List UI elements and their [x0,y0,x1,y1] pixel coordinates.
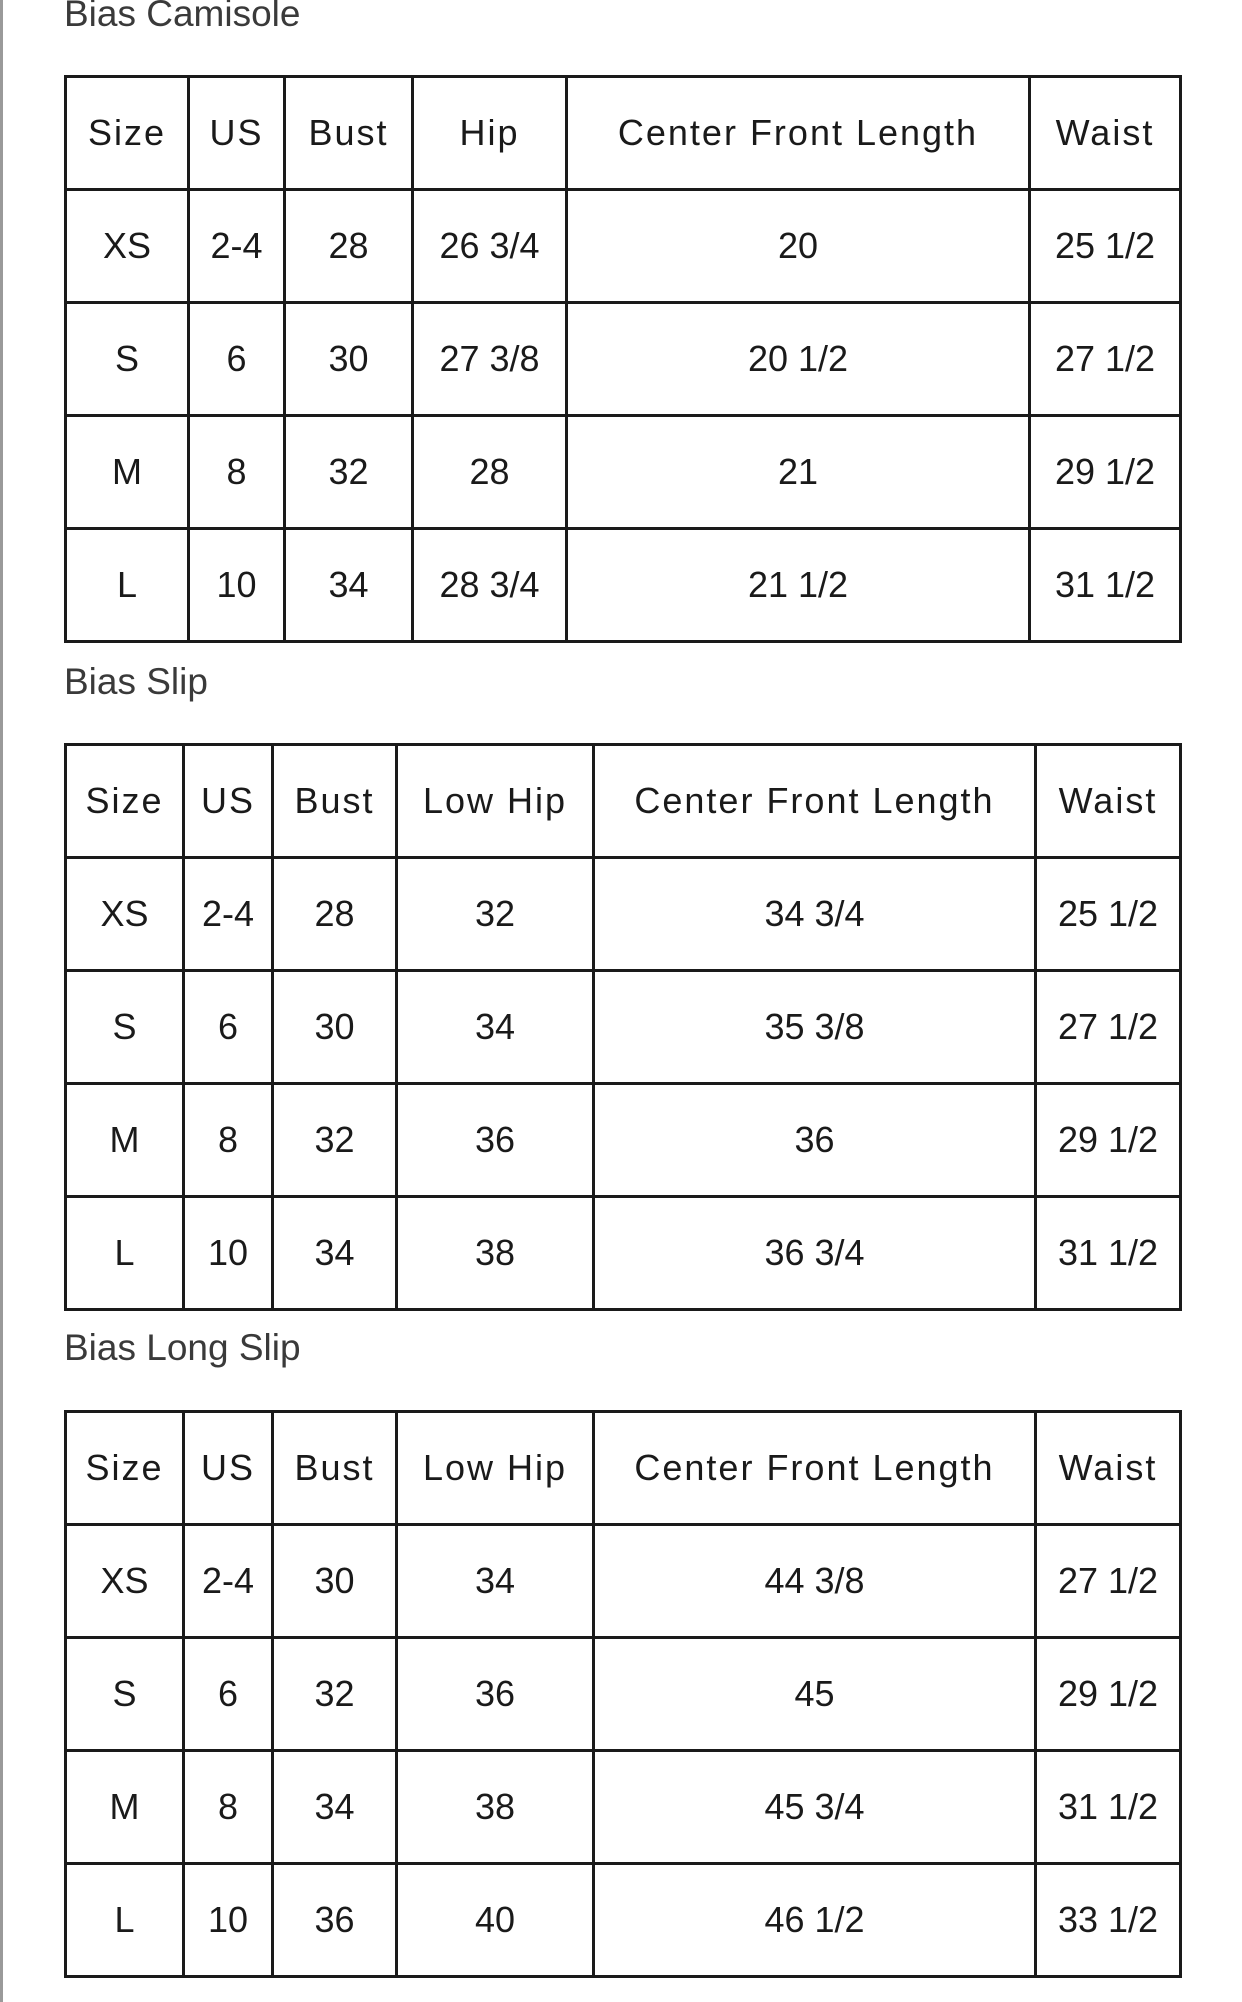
table-header-row [66,1412,1181,1525]
size-table [64,1410,1182,1978]
us-cell: 10 [189,529,285,642]
waist-cell: 27 1/2 [1036,1525,1181,1638]
table-row [66,1864,1181,1977]
waist-cell: 27 1/2 [1030,303,1181,416]
section-title: Bias Long Slip [64,1327,301,1368]
table-header-row [66,77,1181,190]
size-cell: XS [66,1525,184,1638]
hip-cell: 28 [413,416,567,529]
center-front-length-cell: 45 3/4 [594,1751,1036,1864]
table-row [66,1525,1181,1638]
column-header-center-front-length: Center Front Length [567,77,1030,190]
table-row [66,1197,1181,1310]
size-cell: S [66,1638,184,1751]
us-cell: 8 [189,416,285,529]
waist-cell: 29 1/2 [1036,1638,1181,1751]
size-cell: S [66,303,189,416]
table-row [66,1084,1181,1197]
table-row [66,971,1181,1084]
low-hip-cell: 34 [397,1525,594,1638]
waist-cell: 33 1/2 [1036,1864,1181,1977]
size-table [64,743,1182,1311]
column-header-hip: Hip [413,77,567,190]
table-row [66,303,1181,416]
center-front-length-cell: 20 1/2 [567,303,1030,416]
column-header-bust: Bust [285,77,413,190]
size-cell: XS [66,190,189,303]
waist-cell: 31 1/2 [1036,1197,1181,1310]
bust-cell: 36 [273,1864,397,1977]
column-header-us: US [189,77,285,190]
size-cell: L [66,1864,184,1977]
us-cell: 8 [184,1084,273,1197]
size-cell: L [66,1197,184,1310]
column-header-center-front-length: Center Front Length [594,1412,1036,1525]
table-row [66,190,1181,303]
bust-cell: 34 [273,1751,397,1864]
table-row [66,416,1181,529]
us-cell: 10 [184,1864,273,1977]
column-header-size: Size [66,745,184,858]
column-header-size: Size [66,1412,184,1525]
bust-cell: 28 [273,858,397,971]
bust-cell: 30 [273,1525,397,1638]
center-front-length-cell: 44 3/8 [594,1525,1036,1638]
waist-cell: 31 1/2 [1036,1751,1181,1864]
table-row [66,1638,1181,1751]
center-front-length-cell: 21 [567,416,1030,529]
size-table [64,75,1182,643]
us-cell: 6 [184,1638,273,1751]
waist-cell: 31 1/2 [1030,529,1181,642]
size-cell: M [66,1084,184,1197]
column-header-us: US [184,745,273,858]
bust-cell: 28 [285,190,413,303]
column-header-waist: Waist [1036,745,1181,858]
hip-cell: 27 3/8 [413,303,567,416]
table-row [66,529,1181,642]
low-hip-cell: 36 [397,1638,594,1751]
waist-cell: 29 1/2 [1036,1084,1181,1197]
waist-cell: 25 1/2 [1036,858,1181,971]
column-header-bust: Bust [273,745,397,858]
column-header-bust: Bust [273,1412,397,1525]
table-header-row [66,745,1181,858]
size-cell: M [66,1751,184,1864]
bust-cell: 30 [285,303,413,416]
section-title: Bias Camisole [64,0,301,34]
center-front-length-cell: 36 [594,1084,1036,1197]
size-cell: M [66,416,189,529]
us-cell: 2-4 [184,858,273,971]
column-header-waist: Waist [1030,77,1181,190]
us-cell: 10 [184,1197,273,1310]
column-header-low-hip: Low Hip [397,745,594,858]
section-title: Bias Slip [64,661,208,702]
column-header-us: US [184,1412,273,1525]
low-hip-cell: 34 [397,971,594,1084]
column-header-center-front-length: Center Front Length [594,745,1036,858]
table-row [66,858,1181,971]
bust-cell: 34 [285,529,413,642]
waist-cell: 29 1/2 [1030,416,1181,529]
bust-cell: 32 [273,1084,397,1197]
low-hip-cell: 40 [397,1864,594,1977]
size-cell: XS [66,858,184,971]
table-row [66,1751,1181,1864]
size-cell: L [66,529,189,642]
center-front-length-cell: 46 1/2 [594,1864,1036,1977]
center-front-length-cell: 35 3/8 [594,971,1036,1084]
column-header-low-hip: Low Hip [397,1412,594,1525]
column-header-waist: Waist [1036,1412,1181,1525]
bust-cell: 32 [285,416,413,529]
us-cell: 2-4 [189,190,285,303]
bust-cell: 32 [273,1638,397,1751]
low-hip-cell: 32 [397,858,594,971]
page-left-border [0,0,3,2002]
waist-cell: 27 1/2 [1036,971,1181,1084]
waist-cell: 25 1/2 [1030,190,1181,303]
low-hip-cell: 38 [397,1197,594,1310]
center-front-length-cell: 36 3/4 [594,1197,1036,1310]
column-header-size: Size [66,77,189,190]
size-cell: S [66,971,184,1084]
hip-cell: 26 3/4 [413,190,567,303]
us-cell: 8 [184,1751,273,1864]
center-front-length-cell: 21 1/2 [567,529,1030,642]
low-hip-cell: 36 [397,1084,594,1197]
us-cell: 6 [184,971,273,1084]
center-front-length-cell: 34 3/4 [594,858,1036,971]
low-hip-cell: 38 [397,1751,594,1864]
bust-cell: 34 [273,1197,397,1310]
bust-cell: 30 [273,971,397,1084]
us-cell: 6 [189,303,285,416]
center-front-length-cell: 45 [594,1638,1036,1751]
center-front-length-cell: 20 [567,190,1030,303]
us-cell: 2-4 [184,1525,273,1638]
hip-cell: 28 3/4 [413,529,567,642]
